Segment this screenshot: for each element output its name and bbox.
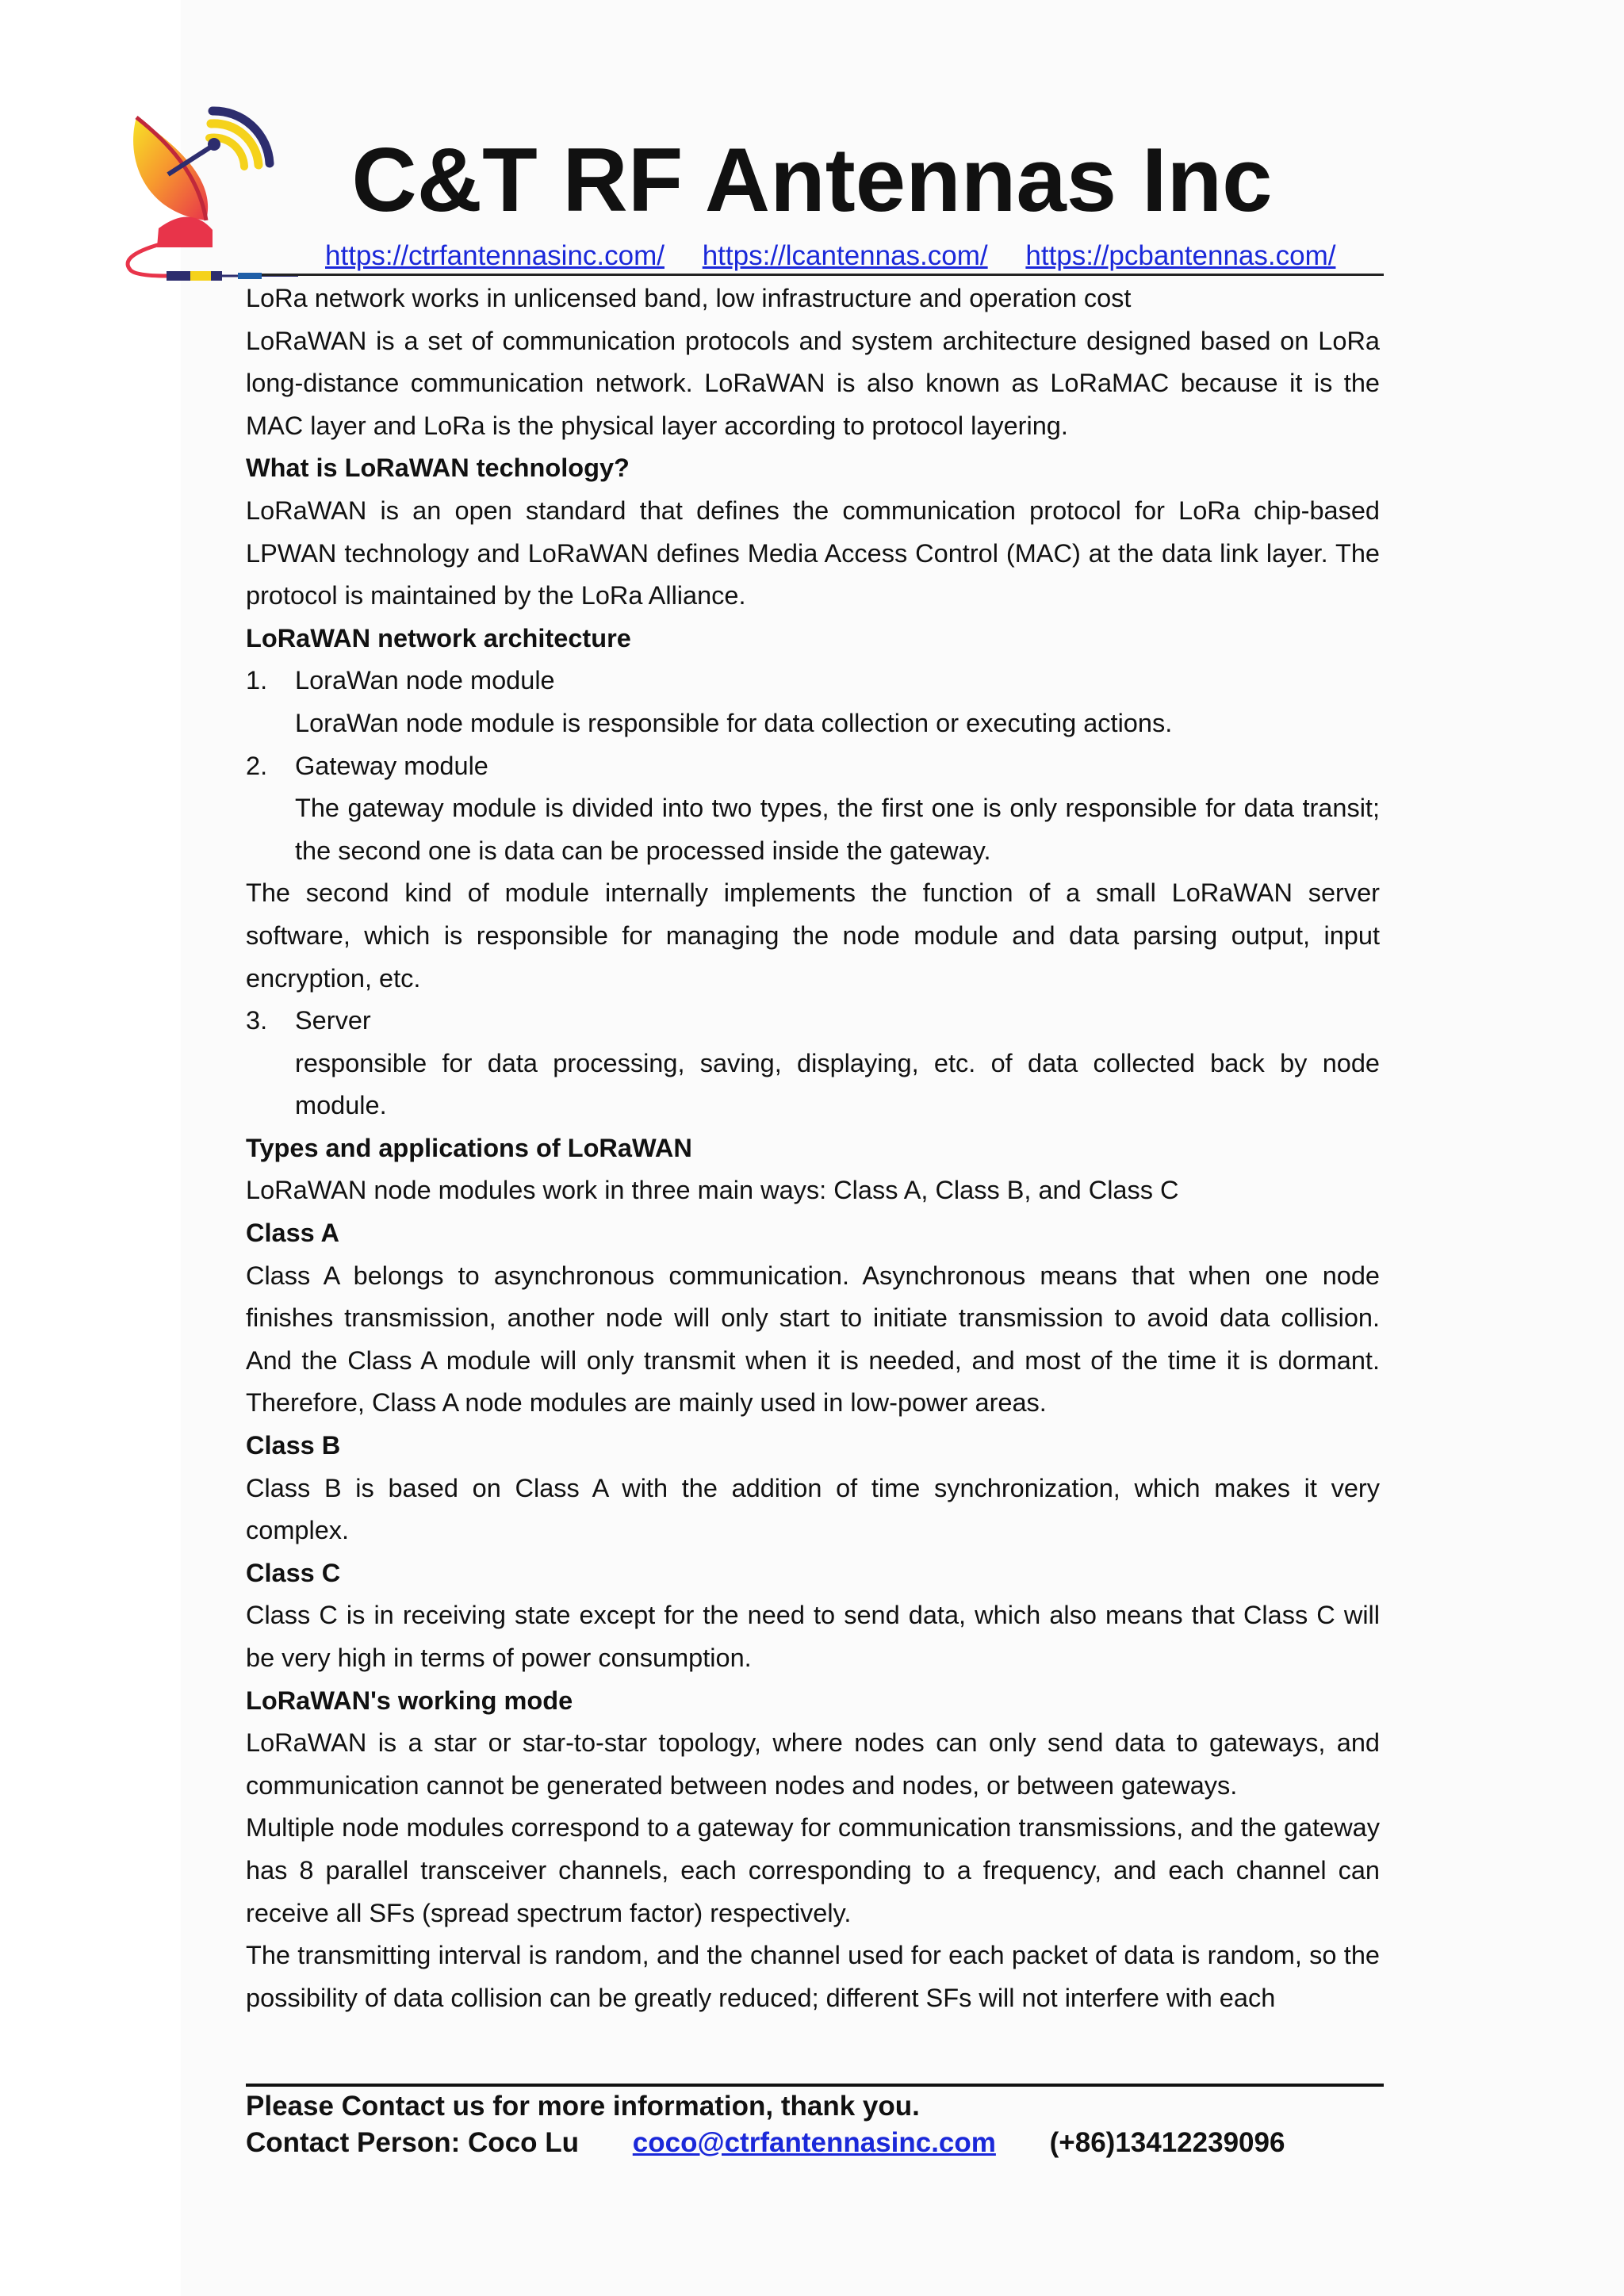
list-number: 1. (246, 666, 268, 695)
section-heading: Types and applications of LoRaWAN (246, 1133, 692, 1162)
paragraph: LoRa network works in unlicensed band, low infrastructure and operation cost (246, 284, 1132, 312)
list-item (246, 745, 1380, 873)
section-heading: LoRaWAN's working mode (246, 1686, 573, 1715)
list-item-text: The gateway module is divided into two types, the first one is only responsible for data transit; the second one is data can be processed inside the gateway. (295, 794, 1380, 865)
paragraph: Class A belongs to asynchronous communication. Asynchronous means that when one node finishes transmission, another node will only start to initiate transmission to avoid data collision. And the Class A module will only transmit when it is needed, and most of the time it is dormant. Therefore, Class A node modules are mainly used in low-power areas. (246, 1261, 1380, 1418)
paragraph: LoRaWAN is an open standard that defines the communication protocol for LoRa chip-based LPWAN technology and LoRaWAN defines Media Access Control (MAC) at the data link layer. The protocol is maintained by the LoRa Alliance. (246, 496, 1380, 610)
contact-row (246, 2125, 1380, 2161)
list-item-title: Gateway module (295, 751, 488, 780)
link-pcbantennas[interactable]: https://pcbantennas.com/ (1025, 240, 1336, 271)
list-item-text: responsible for data processing, saving, displaying, etc. of data collected back by node module. (295, 1048, 1380, 1120)
contact-person: Contact Person: Coco Lu (246, 2127, 580, 2158)
company-title: C&T RF Antennas Inc (351, 130, 1273, 231)
footer-message: Please Contact us for more information, thank you. (246, 2091, 920, 2122)
section-heading: Class C (246, 1558, 341, 1587)
paragraph: Multiple node modules correspond to a gateway for communication transmissions, and the gateway has 8 parallel transceiver channels, each corresponding to a frequency, and each channel can receive all SFs (spread spectrum factor) respectively. (246, 1813, 1380, 1927)
section-heading: LoRaWAN network architecture (246, 623, 631, 652)
paragraph: The second kind of module internally implements the function of a small LoRaWAN server software, which is responsible for managing the node module and data parsing output, input encryption, etc. (246, 878, 1380, 993)
footer-divider (246, 2084, 1384, 2087)
link-ctrfantennasinc[interactable]: https://ctrfantennasinc.com/ (325, 240, 665, 271)
paragraph: LoRaWAN node modules work in three main ways: Class A, Class B, and Class C (246, 1176, 1179, 1205)
list-item (246, 660, 1380, 744)
contact-email-link[interactable]: coco@ctrfantennasinc.com (632, 2127, 996, 2158)
list-number: 3. (246, 1006, 268, 1035)
list-item (246, 1000, 1380, 1127)
section-heading: Class B (246, 1431, 341, 1460)
document-body (246, 277, 1380, 2019)
paragraph: Class B is based on Class A with the addition of time synchronization, which makes it very complex. (246, 1473, 1380, 1545)
header-divider (262, 274, 1384, 276)
paragraph: LoRaWAN is a star or star-to-star topology, where nodes can only send data to gateways, and communication cannot be generated between nodes and nodes, or between gateways. (246, 1728, 1380, 1800)
section-heading: Class A (246, 1219, 340, 1248)
link-lcantennas[interactable]: https://lcantennas.com/ (702, 240, 988, 271)
paragraph: Class C is in receiving state except for the need to send data, which also means that Class C will be very high in terms of power consumption. (246, 1601, 1380, 1672)
list-number: 2. (246, 751, 268, 780)
header-links (325, 236, 1365, 276)
list-item-title: Server (295, 1006, 371, 1035)
list-item-title: LoraWan node module (295, 666, 555, 695)
footer (246, 2088, 1380, 2161)
section-heading: What is LoRaWAN technology? (246, 453, 630, 483)
contact-phone: (+86)13412239096 (1049, 2127, 1285, 2158)
paragraph: The transmitting interval is random, and the channel used for each packet of data is random, so the possibility of data collision can be greatly reduced; different SFs will not interfere with each (246, 1941, 1380, 2012)
paragraph: LoRaWAN is a set of communication protocols and system architecture designed based on LoRa long-distance communication network. LoRaWAN is also known as LoRaMAC because it is the MAC layer and LoRa is the physical layer according to protocol layering. (246, 326, 1380, 440)
list-item-text: LoraWan node module is responsible for data collection or executing actions. (295, 708, 1173, 737)
